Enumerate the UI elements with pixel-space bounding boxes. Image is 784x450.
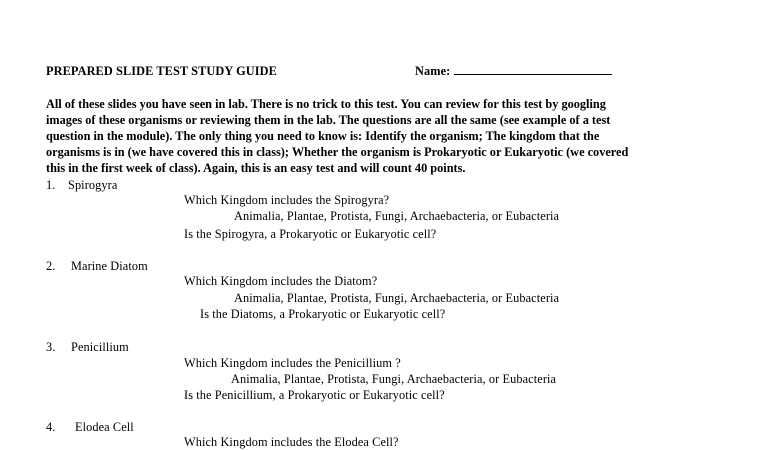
- document-title: PREPARED SLIDE TEST STUDY GUIDE: [46, 64, 277, 78]
- item-number: 2.: [46, 259, 56, 273]
- cell-type-question: Is the Penicillium, a Prokaryotic or Eukaryotic cell?: [184, 388, 445, 402]
- kingdom-question: Which Kingdom includes the Spirogyra?: [184, 193, 390, 207]
- kingdom-question: Which Kingdom includes the Diatom?: [184, 274, 378, 288]
- intro-line: All of these slides you have seen in lab. There is no trick to this test. You can review for this test by googling: [46, 97, 606, 111]
- intro-paragraph: [46, 96, 726, 176]
- intro-line: question in the module). The only thing you need to know is: Identify the organism; The kingdom that the: [46, 129, 600, 143]
- name-label: Name:: [415, 64, 451, 78]
- kingdom-question: Which Kingdom includes the Elodea Cell?: [184, 435, 399, 449]
- item-number: 4.: [46, 420, 56, 434]
- intro-line: organisms is in (we have covered this in class); Whether the organism is Prokaryotic or Eukaryotic (we covered: [46, 145, 629, 159]
- item-number: 3.: [46, 340, 56, 354]
- item-organism-name: Penicillium: [71, 340, 129, 354]
- name-blank-line: [454, 64, 612, 75]
- cell-type-question: Is the Diatoms, a Prokaryotic or Eukaryotic cell?: [200, 307, 446, 321]
- kingdom-options: Animalia, Plantae, Protista, Fungi, Archaebacteria, or Eubacteria: [234, 291, 560, 305]
- intro-line: this in the first week of class). Again, this is an easy test and will count 40 points.: [46, 161, 466, 175]
- item-organism-name: Elodea Cell: [75, 420, 134, 434]
- kingdom-options: Animalia, Plantae, Protista, Fungi, Archaebacteria, or Eubacteria: [231, 372, 557, 386]
- name-field: [415, 63, 612, 79]
- item-organism-name: Marine Diatom: [71, 259, 148, 273]
- intro-line: images of these organisms or reviewing them in the lab. The questions are all the same (see example of a test: [46, 113, 611, 127]
- item-organism-name: Spirogyra: [68, 178, 118, 192]
- kingdom-question: Which Kingdom includes the Penicillium ?: [184, 356, 401, 370]
- cell-type-question: Is the Spirogyra, a Prokaryotic or Eukaryotic cell?: [184, 227, 437, 241]
- item-number: 1.: [46, 178, 56, 192]
- kingdom-options: Animalia, Plantae, Protista, Fungi, Archaebacteria, or Eubacteria: [234, 209, 560, 223]
